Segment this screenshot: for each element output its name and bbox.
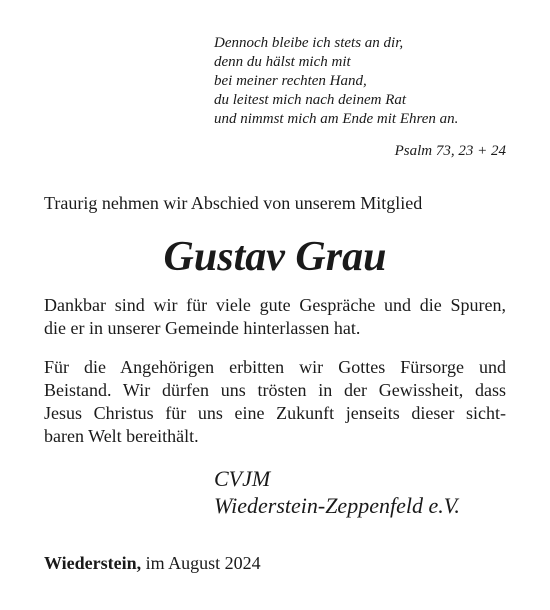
- place: Wiederstein,: [44, 553, 142, 573]
- place-and-date: [44, 553, 261, 574]
- verse-line: Dennoch bleibe ich stets an dir,: [214, 35, 404, 51]
- verse-source: Psalm 73, 23 + 24: [394, 143, 506, 159]
- verse-line: bei meiner rechten Hand,: [214, 73, 367, 89]
- signature-block: [214, 465, 460, 519]
- verse-line: du leitest mich nach deinem Rat: [214, 92, 407, 108]
- verse-line: und nimmst mich am Ende mit Ehren an.: [214, 111, 459, 127]
- organization-name: Wiederstein-Zeppenfeld e.V.: [214, 493, 460, 518]
- paragraph-line: Jesus Christus für uns eine Zukunft jenseits dieser sicht-: [44, 403, 506, 423]
- condolence-paragraph: [44, 356, 506, 448]
- date: im August 2024: [145, 553, 261, 573]
- bible-verse: [214, 34, 514, 129]
- paragraph-line: Dankbar sind wir für viele gute Gespräche und die Spuren,: [44, 295, 506, 315]
- gratitude-paragraph: [44, 294, 506, 340]
- verse-line: denn du hälst mich mit: [214, 54, 351, 70]
- deceased-name: Gustav Grau: [163, 234, 387, 280]
- paragraph-line: Für die Angehörigen erbitten wir Gottes Fürsorge und: [44, 357, 506, 377]
- paragraph-line: die er in unserer Gemeinde hinterlassen hat.: [44, 318, 361, 338]
- paragraph-line: Beistand. Wir dürfen uns trösten in der Gewissheit, dass: [44, 380, 506, 400]
- organization-abbreviation: CVJM: [214, 466, 271, 491]
- intro-text: Traurig nehmen wir Abschied von unserem Mitglied: [44, 193, 423, 213]
- paragraph-line: baren Welt bereithält.: [44, 426, 199, 446]
